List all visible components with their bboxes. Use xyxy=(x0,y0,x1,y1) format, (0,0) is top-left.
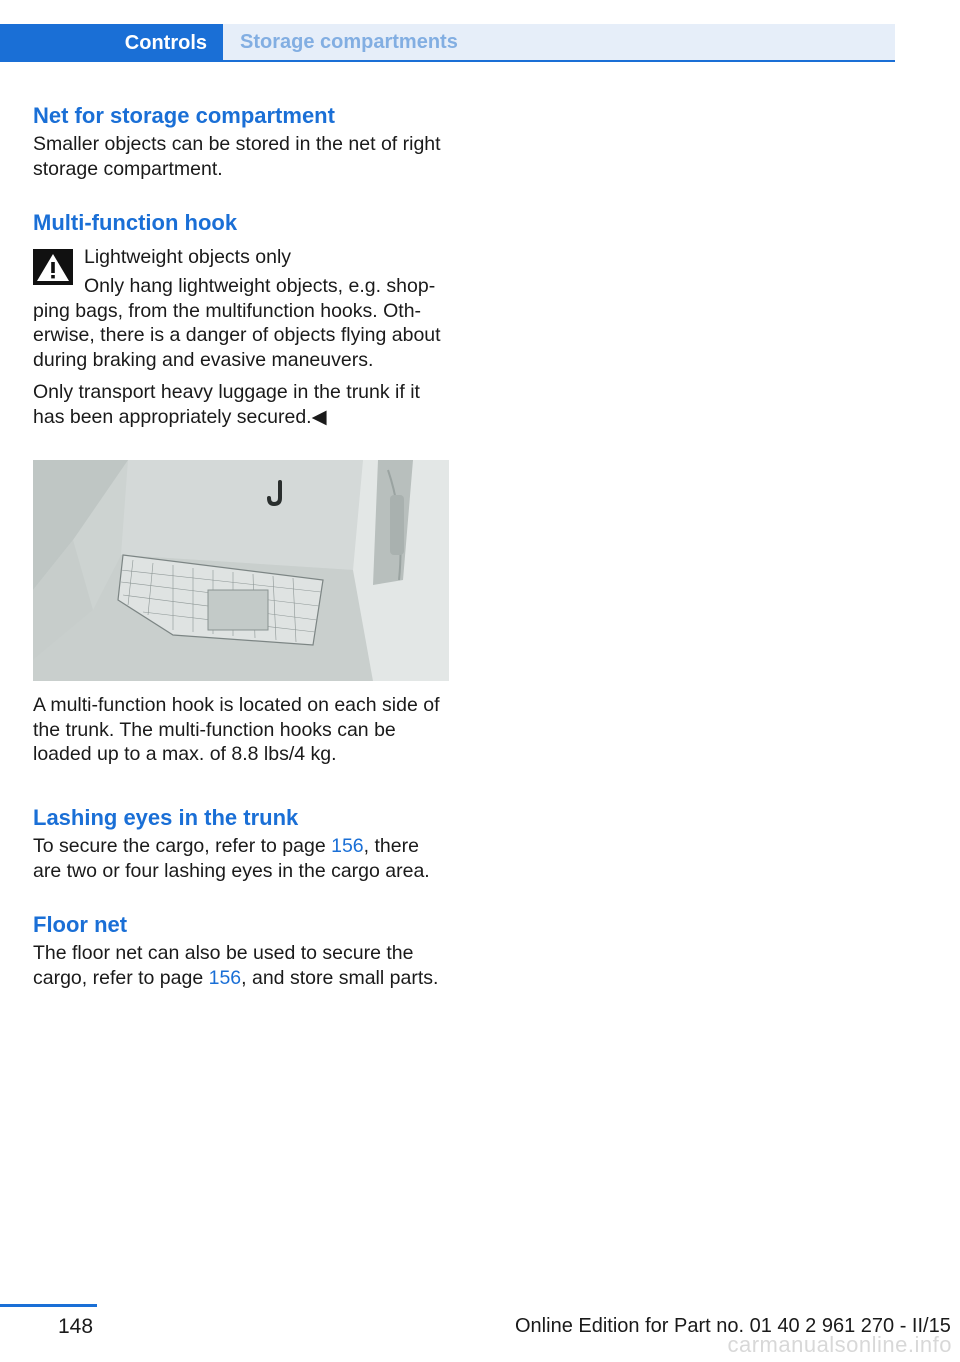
section-floor-net xyxy=(33,909,449,990)
lashing-text-before: To secure the cargo, refer to page xyxy=(33,835,332,857)
trunk-illustration-svg xyxy=(33,460,449,681)
warning-block xyxy=(33,245,449,296)
floor-net-text-after: , and store small parts. xyxy=(241,966,439,989)
floor-net-page-link[interactable]: 156 xyxy=(208,966,242,989)
floor-net-body xyxy=(33,941,449,990)
header-tabbar xyxy=(0,24,895,62)
heading-floor-net: Floor net xyxy=(33,912,128,937)
lashing-page-link[interactable]: 156 xyxy=(331,835,364,857)
hook-caption-wrap xyxy=(33,693,449,767)
section-hook xyxy=(33,207,449,429)
watermark: carmanualsonline.info xyxy=(727,1332,952,1357)
lashing-text-after: , there are two or four lashing eyes in the cargo area. xyxy=(33,835,430,882)
section-net xyxy=(33,100,449,181)
hook-caption: A multi-function hook is located on each side of the trunk. The multi-function hooks can be loaded up to a max. of 8.8 lbs/4 kg. xyxy=(33,694,440,765)
floor-net-text-before: The floor net can also be used to secure the cargo, refer to page xyxy=(33,942,414,989)
edition-info: Online Edition for Part no. 01 40 2 961 270 - II/15 xyxy=(515,1315,951,1337)
trunk-net-illustration xyxy=(33,460,449,681)
net-body: Smaller objects can be stored in the net of right storage compartment. xyxy=(33,133,441,180)
hook-body: Only transport heavy luggage in the trunk if it has been appropriately secured.◀ xyxy=(33,381,420,428)
heading-net: Net for storage compartment xyxy=(33,103,335,128)
warning-triangle-icon xyxy=(33,249,73,285)
footer-rule xyxy=(0,1304,97,1307)
lashing-body xyxy=(33,834,449,883)
warning-body-text: Only hang lightweight objects, e.g. shop-ping bags, from the multifunction hooks. Oth-erwise, there is a danger of objects flying about during braking and evasive maneuvers. xyxy=(33,275,441,371)
warning-title-wrap xyxy=(84,245,450,270)
tab-storage-compartments[interactable]: Storage compartments xyxy=(223,24,895,60)
header-underline xyxy=(223,60,895,62)
heading-hook: Multi-function hook xyxy=(33,210,238,235)
section-lashing xyxy=(33,802,449,883)
heading-lashing: Lashing eyes in the trunk xyxy=(33,805,299,830)
warning-title: Lightweight objects only xyxy=(84,246,292,268)
page-number: 148 xyxy=(58,1315,94,1338)
tab-controls[interactable]: Controls xyxy=(0,24,223,62)
